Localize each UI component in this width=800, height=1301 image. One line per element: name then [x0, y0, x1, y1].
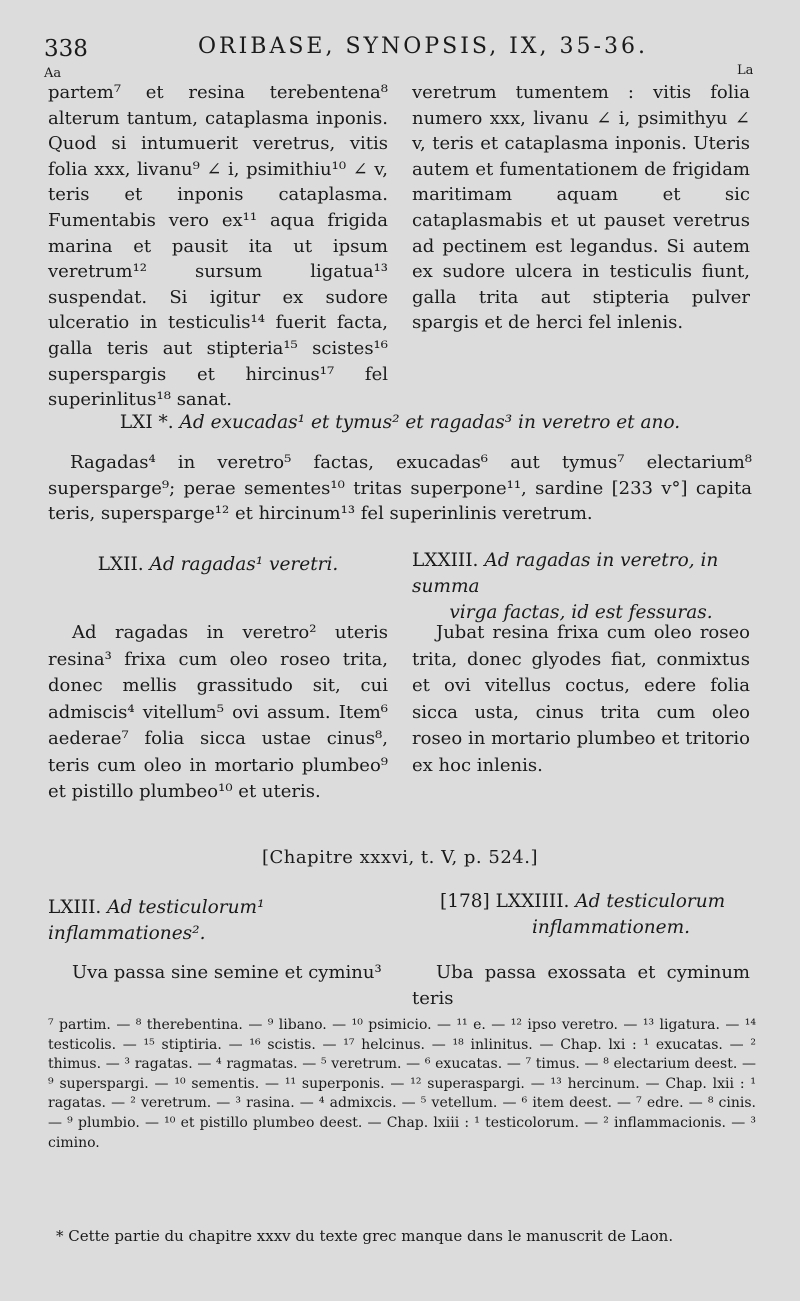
- paragraph-text: Jubat resina frixa cum oleo roseo trita, donec glyodes fiat, conmixtus et ovi vitellus coctus, edere folia sicca usta, cinus trita cum oleo roseo in mortario plumbeo et tritorio ex hoc inlenis.: [412, 622, 750, 776]
- chapter-lxiii-body: [48, 960, 388, 986]
- chapter-number: LXIII.: [48, 897, 102, 918]
- left-column-continuation: [48, 80, 388, 413]
- chapter-lxxiii-body: [412, 620, 750, 779]
- right-column-continuation: [412, 80, 750, 336]
- paragraph-text: Uba passa exossata et cyminum teris: [412, 962, 750, 1009]
- paragraph: [412, 620, 750, 779]
- chapter-title-line1: Ad testiculorum: [575, 891, 726, 912]
- chapter-lxi-body: [48, 450, 752, 527]
- chapter-title: Ad testiculorum¹ inflammationes².: [48, 897, 265, 944]
- chapter-number: LXXIIII.: [495, 891, 570, 912]
- chapter-lxxiii-heading: [412, 548, 750, 626]
- chapter-lxii-body: [48, 620, 388, 806]
- running-title: ORIBASE, SYNOPSIS, IX, 35-36.: [198, 34, 648, 59]
- footnote: * Cette partie du chapitre xxxv du texte grec manque dans le manuscrit de Laon.: [56, 1227, 674, 1245]
- chapter-title: Ad ragadas¹ veretri.: [149, 554, 339, 575]
- right-column-mark: La: [737, 63, 754, 78]
- chapter-title-line2: inflammationem.: [531, 917, 691, 938]
- chapter-number: LXI *.: [119, 412, 174, 433]
- paragraph: [48, 960, 388, 986]
- chapter-title: Ad exucadas¹ et tymus² et ragadas³ in veretro et ano.: [179, 412, 681, 433]
- chapter-number: LXII.: [97, 554, 144, 575]
- chapter-reference: [Chapitre xxxvi, t. V, p. 524.]: [262, 847, 538, 868]
- paragraph: [48, 620, 388, 806]
- apparatus-notes: ⁷ partim. — ⁸ therebentina. — ⁹ libano. — ¹⁰ psimicio. — ¹¹ e. — ¹² ipso veretro. — ¹³ ligatura. — ¹⁴ testicolis. — ¹⁵ stiptiria. — ¹⁶ scistis. — ¹⁷ helcinus. — ¹⁸ inlinitus. — Chap. lxi : ¹ exucatas. — ² thimus. — ³ ragatas. — ⁴ ragmatas. — ⁵ veretrum. — ⁶ exucatas. — ⁷ timus. — ⁸ electarium deest. — ⁹ superspargi. — ¹⁰ sementis. — ¹¹ superponis. — ¹² superaspargi. — ¹³ hercinum. — Chap. lxii : ¹ ragatas. — ² veretrum. — ³ rasina. — ⁴ admixcis. — ⁵ vetellum. — ⁶ item deest. — ⁷ edre. — ⁸ cinis. — ⁹ plumbio. — ¹⁰ et pistillo plumbeo deest. — Chap. lxiii : ¹ testicolorum. — ² inflammacionis. — ³ cimino.: [48, 1017, 756, 1151]
- paragraph: [412, 960, 750, 1011]
- chapter-lxii-heading: [48, 552, 388, 578]
- paragraph-text: Ad ragadas in veretro² uteris resina³ frixa cum oleo roseo trita, donec mellis grassitudo sit, cui admiscis⁴ vitellum⁵ ovi assum. Item⁶ aederae⁷ folia sicca ustae cinus⁸, teris cum oleo in mortario plumbeo⁹ et pistillo plumbeo¹⁰ et uteris.: [48, 622, 388, 802]
- paragraph: partem⁷ et resina terebentena⁸ alterum tantum, cataplasma inponis. Quod si intumuerit veretrus, vitis folia xxx, livanu⁹ ∠ i, psimithiu¹⁰ ∠ v, teris et inponis cataplasma. Fumentabis vero ex¹¹ aqua frigida marina et pausit ita ut ipsum veretrum¹² sursum ligatua¹³ suspendat. Si igitur ex sudore ulceratio in testiculis¹⁴ fuerit facta, galla teris aut stipteria¹⁵ scistes¹⁶ superspargis et hircinus¹⁷ fel superinlitus¹⁸ sanat.: [48, 82, 388, 411]
- paragraph: Ragadas⁴ in veretro⁵ factas, exucadas⁶ aut tymus⁷ electarium⁸ supersparge⁹; perae sementes¹⁰ tritas superpone¹¹, sardine [233 v°] capita teris, supersparge¹² et hircinum¹³ fel superinlinis veretrum.: [48, 452, 752, 525]
- critical-apparatus: [48, 1016, 756, 1153]
- page-number: 338: [44, 36, 88, 62]
- chapter-lxxiiii-heading: [412, 889, 750, 941]
- chapter-title-line1: Ad ragadas in veretro, in summa: [412, 550, 719, 597]
- chapter-number: LXXIII.: [412, 550, 479, 571]
- chapter-lxxiiii-body: [412, 960, 750, 1011]
- paragraph: veretrum tumentem : vitis folia numero xxx, livanu ∠ i, psimithyu ∠ v, teris et cataplasma inponis. Uteris autem et fumentationem de frigidam maritimam aquam et sic cataplasmabis et ut pauset veretrus ad pectinem est legandus. Si autem ex sudore ulcera in testiculis fiunt, galla trita aut stipteria pulver spargis et de herci fel inlenis.: [412, 82, 750, 334]
- left-column-mark: Aa: [44, 66, 62, 81]
- chapter-title-line2: virga factas, id est fessuras.: [449, 602, 713, 623]
- paragraph-text: Uva passa sine semine et cyminu³: [72, 962, 382, 983]
- chapter-lxiii-heading: [48, 895, 388, 947]
- chapter-lxi-heading: [48, 410, 752, 436]
- folio-marker: [178]: [440, 891, 490, 912]
